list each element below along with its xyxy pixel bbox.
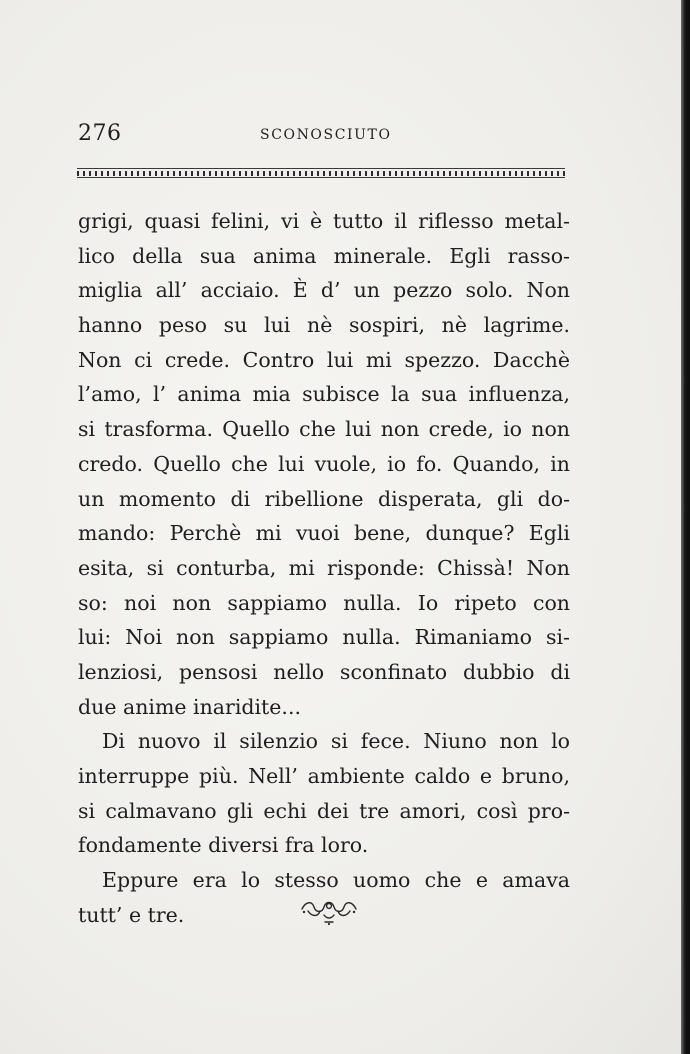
page-edge-shadow xyxy=(681,0,690,1054)
text-line: miglia all’ acciaio. È d’ un pezzo solo. Non xyxy=(78,278,570,303)
text-line: fondamente diversi fra loro. xyxy=(78,833,369,858)
text-line: lui: Noi non sappiamo nulla. Rimaniamo si- xyxy=(78,625,570,650)
text-line: lenziosi, pensosi nello sconfinato dubbio di xyxy=(78,659,570,684)
body-text xyxy=(78,204,570,932)
text-line: due anime inaridite... xyxy=(78,694,301,719)
text-line: si trasforma. Quello che lui non crede, io non xyxy=(78,417,570,442)
text-line: so: noi non sappiamo nulla. Io ripeto con xyxy=(78,590,570,615)
text-line: hanno peso su lui nè sospiri, nè lagrime. xyxy=(78,313,570,338)
text-line: l’amo, l’ anima mia subisce la sua influenza, xyxy=(78,382,570,407)
ornamental-rule xyxy=(77,168,565,178)
page-number: 276 xyxy=(78,121,122,146)
tailpiece-ornament-icon xyxy=(298,895,360,927)
text-line: credo. Quello che lui vuole, io fo. Quando, in xyxy=(78,451,570,476)
text-line: Non ci crede. Contro lui mi spezzo. Dacchè xyxy=(78,347,570,372)
text-line: Eppure era lo stesso uomo che e amava xyxy=(102,868,570,893)
text-line: mando: Perchè mi vuoi bene, dunque? Egli xyxy=(78,521,570,546)
text-line: lico della sua anima minerale. Egli rasso- xyxy=(78,243,570,268)
text-line: tutt’ e tre. xyxy=(78,902,185,927)
text-line: grigi, quasi felini, vi è tutto il riflesso metal- xyxy=(78,209,570,233)
text-line: interruppe più. Nell’ ambiente caldo e bruno, xyxy=(78,764,570,788)
page-header xyxy=(78,121,568,151)
text-line: esita, si conturba, mi risponde: Chissà! Non xyxy=(78,555,570,580)
running-title: SCONOSCIUTO xyxy=(260,127,392,143)
text-line: un momento di ribellione disperata, gli do- xyxy=(78,486,570,511)
text-line: Di nuovo il silenzio si fece. Niuno non lo xyxy=(102,729,570,754)
text-line: si calmavano gli echi dei tre amori, così pro- xyxy=(78,798,570,823)
